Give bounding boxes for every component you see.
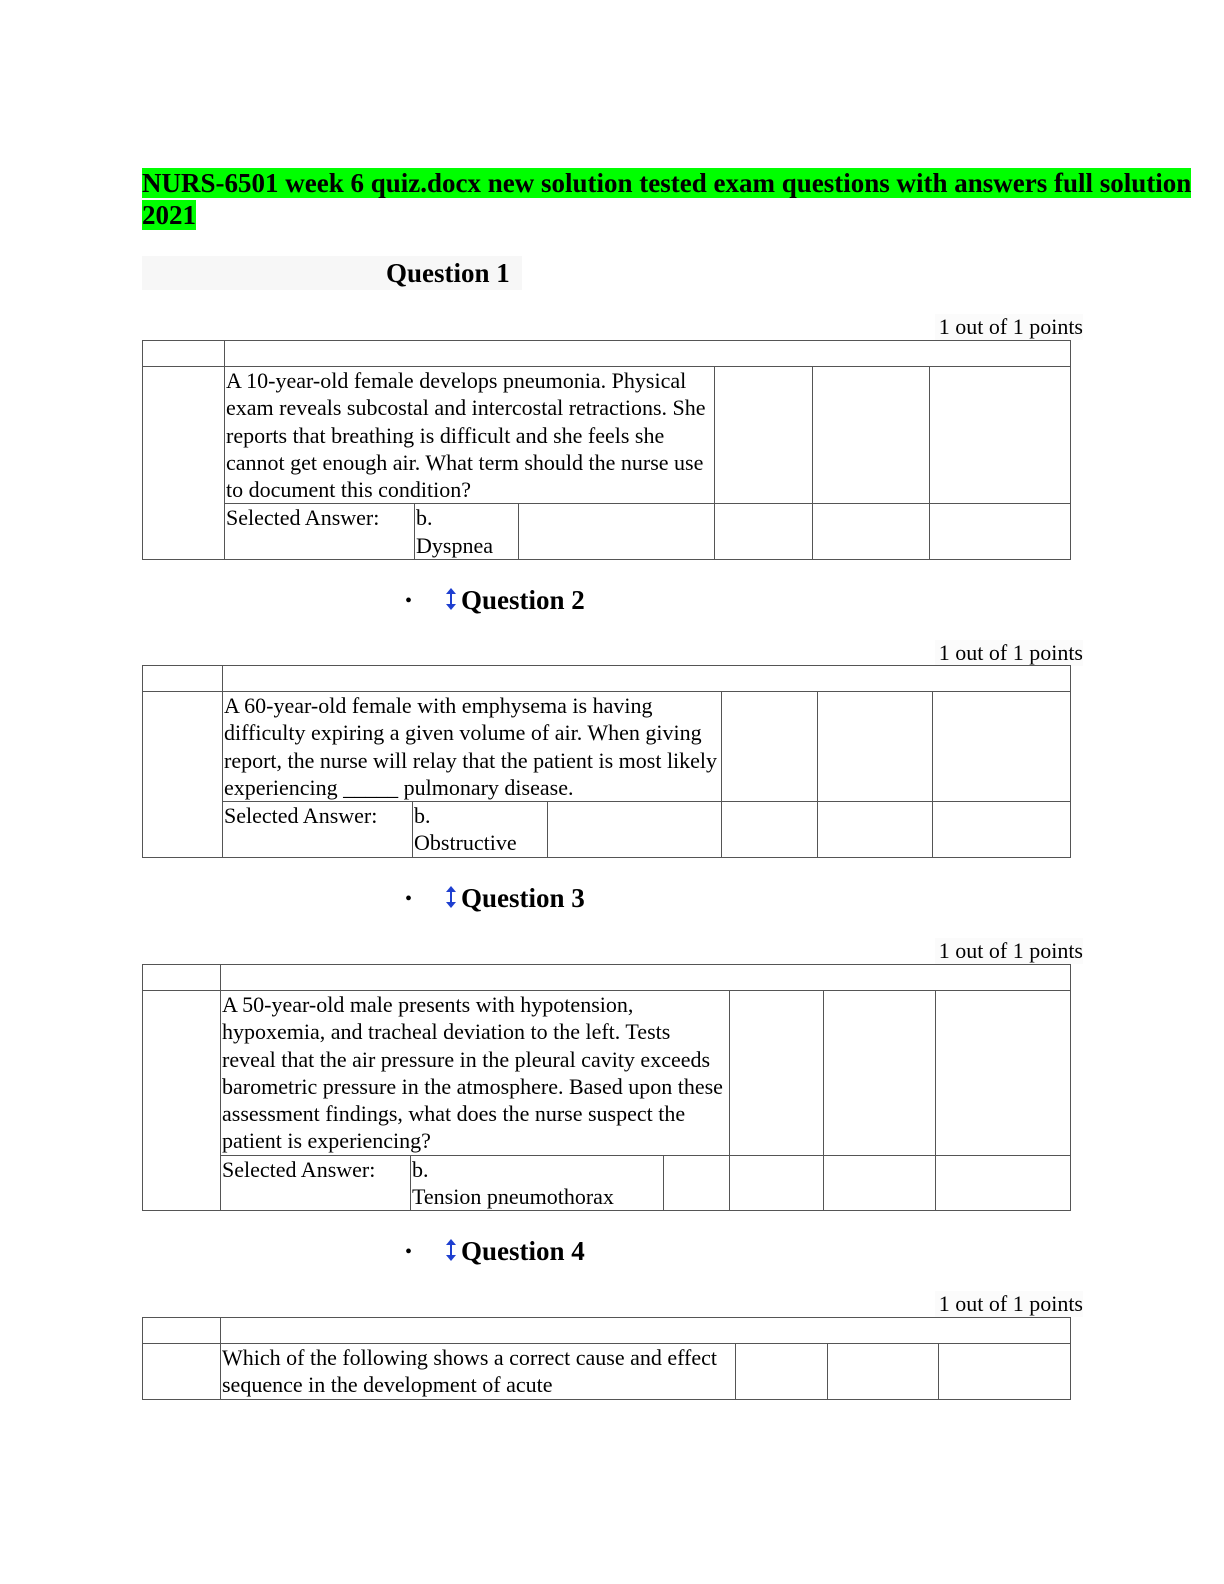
table-row: [143, 1318, 1071, 1344]
question-2-points: 1 out of 1 points: [935, 640, 1083, 666]
question-1-text: A 10-year-old female develops pneumonia. Physical exam reveals subcostal and intercostal retractions. She reports that breathing is difficult and she feels she cannot get enough air. What term should the nurse use to document this condition?: [225, 367, 715, 504]
answer-text: Dyspnea: [416, 532, 493, 558]
bullet: •: [405, 1241, 413, 1263]
answer-letter: b.: [414, 803, 431, 829]
question-3-points: 1 out of 1 points: [935, 938, 1083, 964]
selected-answer-label: Selected Answer:: [224, 803, 378, 829]
question-2-table: [142, 665, 1071, 858]
question-4-points: 1 out of 1 points: [935, 1291, 1083, 1317]
reorder-arrows-icon[interactable]: [446, 1239, 456, 1261]
bullet: •: [405, 590, 413, 612]
question-1-points: 1 out of 1 points: [935, 314, 1083, 340]
selected-answer-value: [415, 504, 519, 559]
question-1-heading: Question 1: [386, 258, 510, 288]
table-row: [143, 504, 1071, 560]
answer-text: Tension pneumothorax: [412, 1184, 614, 1210]
reorder-arrows-icon[interactable]: [446, 588, 456, 610]
question-3-heading: [405, 881, 585, 915]
question-1-table: [142, 340, 1071, 560]
table-row: [143, 1344, 1071, 1400]
selected-answer-label: Selected Answer:: [222, 1156, 376, 1182]
reorder-arrows-icon[interactable]: [446, 886, 456, 908]
question-3-answer: [221, 1156, 729, 1211]
document-title-text: NURS-6501 week 6 quiz.docx new solution tested exam questions with answers full solution 2021: [142, 168, 1192, 230]
question-3-text: A 50-year-old male presents with hypotension, hypoxemia, and tracheal deviation to the left. Tests reveal that the air pressure in the pleural cavity exceeds barometric pressure in the atmosphere. Based upon these assessment findings, what does the nurse suspect the patient is experiencing?: [221, 991, 730, 1156]
question-2-answer: [223, 802, 721, 857]
table-row: [143, 666, 1071, 692]
table-row: [143, 965, 1071, 991]
selected-answer-value: [411, 1156, 664, 1211]
answer-text: Obstructive: [414, 830, 517, 856]
table-row: [143, 802, 1071, 858]
selected-answer-label: Selected Answer:: [226, 505, 380, 531]
table-row: [143, 367, 1071, 504]
question-2-text: A 60-year-old female with emphysema is having difficulty expiring a given volume of air. When giving report, the nurse will relay that the patient is most likely experiencing _____ pulmonary disease.: [223, 692, 722, 802]
answer-letter: b.: [416, 505, 433, 531]
selected-answer-value: [413, 802, 548, 857]
table-row: [143, 1155, 1071, 1211]
question-2-heading: [405, 583, 585, 617]
question-3-table: [142, 964, 1071, 1211]
table-row: [143, 341, 1071, 367]
bullet: •: [405, 888, 413, 910]
table-row: [143, 991, 1071, 1156]
question-1-answer: [225, 504, 714, 559]
answer-letter: b.: [412, 1156, 429, 1182]
question-4-heading-text: Question 4: [461, 1236, 585, 1266]
question-4-table: [142, 1317, 1071, 1400]
question-4-heading: [405, 1234, 585, 1268]
question-3-heading-text: Question 3: [461, 883, 585, 913]
document-title: [142, 167, 1224, 231]
table-row: [143, 692, 1071, 802]
question-2-heading-text: Question 2: [461, 585, 585, 615]
question-4-text: Which of the following shows a correct cause and effect sequence in the development of acute: [221, 1344, 736, 1400]
